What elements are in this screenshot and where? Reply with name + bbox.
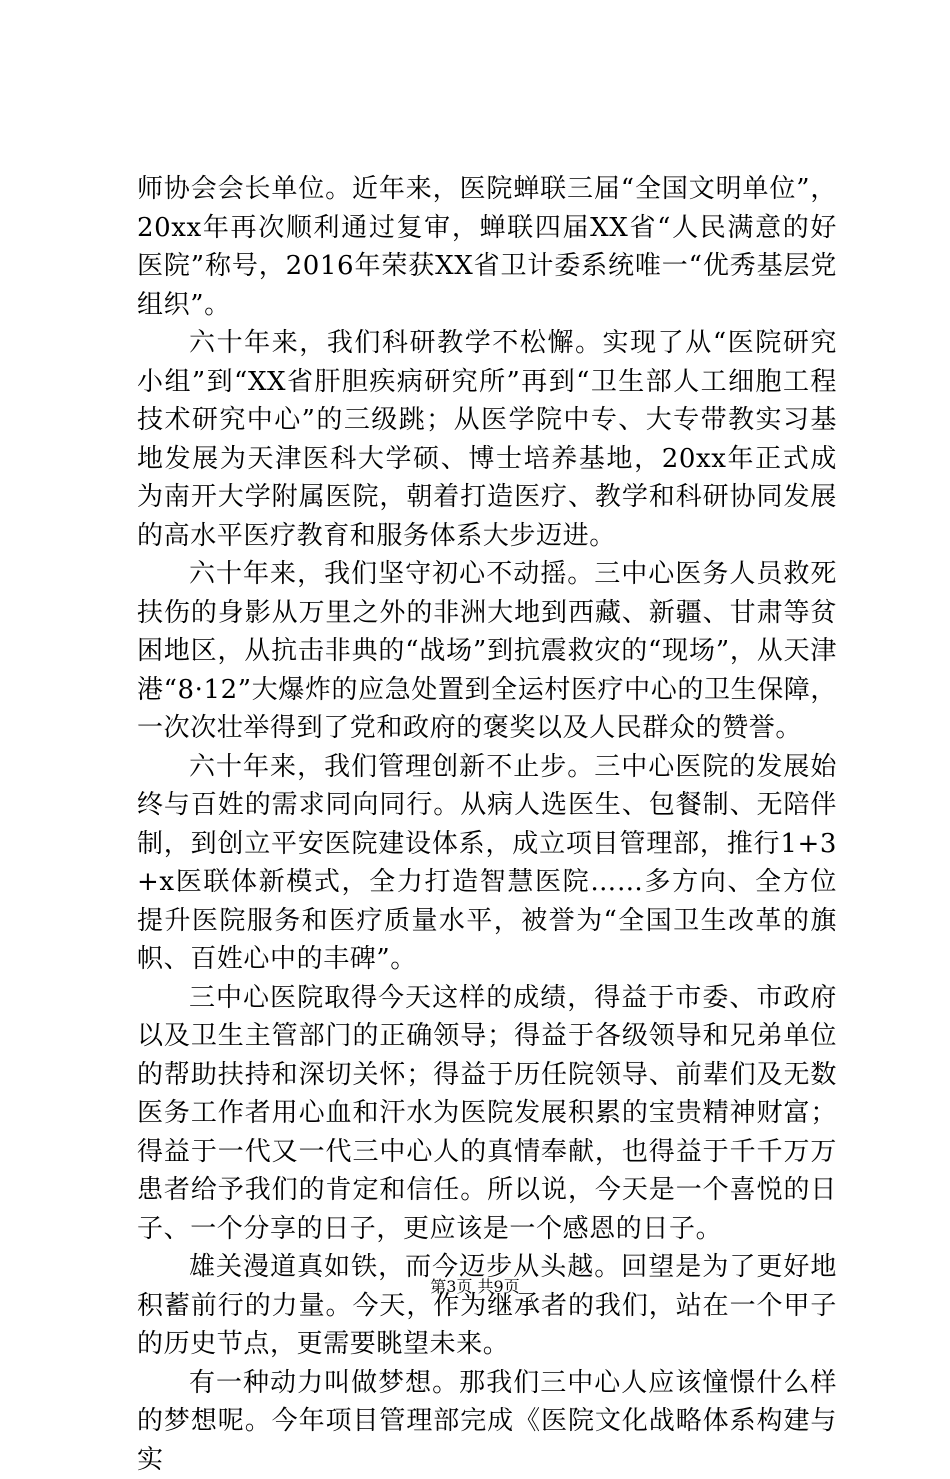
paragraph-7: 有一种动力叫做梦想。那我们三中心人应该憧憬什么样的梦想呢。今年项目管理部完成《医院文化战略体系构建与实 xyxy=(137,1364,837,1479)
paragraph-3: 六十年来，我们坚守初心不动摇。三中心医务人员救死扶伤的身影从万里之外的非洲大地到西藏、新疆、甘肃等贫困地区，从抗击非典的“战场”到抗震救灾的“现场”，从天津港“8·12”大爆炸的应急处置到全运村医疗中心的卫生保障，一次次壮举得到了党和政府的褒奖以及人民群众的赞誉。 xyxy=(137,555,837,748)
paragraph-4: 六十年来，我们管理创新不止步。三中心医院的发展始终与百姓的需求同向同行。从病人选医生、包餐制、无陪伴制，到创立平安医院建设体系，成立项目管理部，推行1+3+x医联体新模式，全力打造智慧医院……多方向、全方位提升医院服务和医疗质量水平，被誉为“全国卫生改革的旗帜、百姓心中的丰碑”。 xyxy=(137,748,837,979)
paragraph-5: 三中心医院取得今天这样的成绩，得益于市委、市政府以及卫生主管部门的正确领导；得益于各级领导和兄弟单位的帮助扶持和深切关怀；得益于历任院领导、前辈们及无数医务工作者用心血和汗水为医院发展积累的宝贵精神财富；得益于一代又一代三中心人的真情奉献，也得益于千千万万患者给予我们的肯定和信任。所以说，今天是一个喜悦的日子、一个分享的日子，更应该是一个感恩的日子。 xyxy=(137,979,837,1249)
paragraph-6: 雄关漫道真如铁，而今迈步从头越。回望是为了更好地积蓄前行的力量。今天，作为继承者的我们，站在一个甲子的历史节点，更需要眺望未来。 xyxy=(137,1248,837,1364)
page-number-footer: 第3页 共9页 xyxy=(0,1277,950,1297)
paragraph-2: 六十年来，我们科研教学不松懈。实现了从“医院研究小组”到“XX省肝胆疾病研究所”再到“卫生部人工细胞工程技术研究中心”的三级跳；从医学院中专、大专带教实习基地发展为天津医科大学硕、博士培养基地，20xx年正式成为南开大学附属医院，朝着打造医疗、教学和科研协同发展的高水平医疗教育和服务体系大步迈进。 xyxy=(137,324,837,555)
paragraph-1: 师协会会长单位。近年来，医院蝉联三届“全国文明单位”，20xx年再次顺利通过复审，蝉联四届XX省“人民满意的好医院”称号，2016年荣获XX省卫计委系统唯一“优秀基层党组织”。 xyxy=(137,170,837,324)
